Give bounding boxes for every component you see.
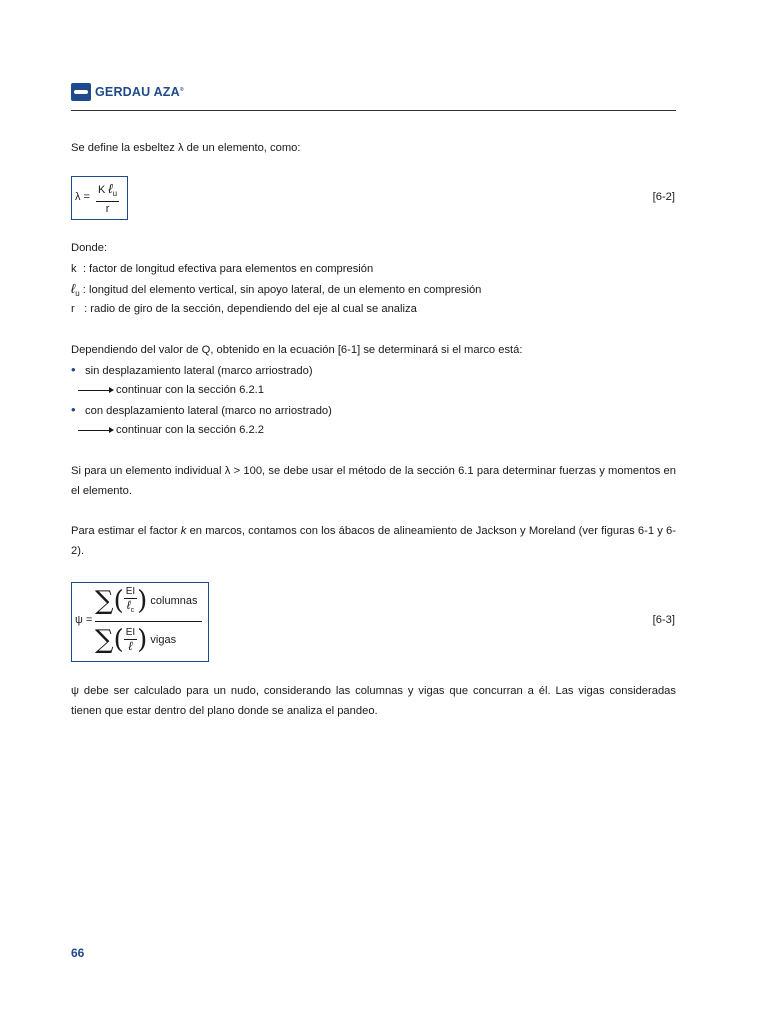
- where-title: Donde:: [71, 242, 108, 254]
- eq63-denominator: ∑( $\frac{EI}{\text{ℓ}}$ ) vigas: [95, 625, 177, 655]
- arrow-right-icon: [78, 390, 112, 391]
- q-intro: Dependiendo del valor de Q, obtenido en la ecuación [6-1] se determinará si el marco está:: [71, 344, 523, 356]
- where-item-lu: ℓ$_u$ : longitud del elemento vertical, sin apoyo lateral, de un elemento en compresión: [71, 281, 482, 299]
- arrow-right-icon: [78, 430, 112, 431]
- brand-name: GERDAU AZA®: [95, 85, 184, 99]
- equation-6-3: [71, 582, 209, 662]
- page-number: 66: [71, 946, 85, 960]
- intro-text: Se define la esbeltez λ de un elemento, como:: [71, 142, 301, 154]
- gerdau-logo: [71, 82, 184, 102]
- eq63-lhs: ψ =: [75, 614, 93, 626]
- eq62-numerator: K ℓ$_u$: [96, 181, 119, 202]
- eq62-lhs: λ =: [75, 191, 90, 203]
- eq63-columns-label: columnas: [150, 595, 198, 607]
- paragraph-factor: Para estimar el factor k en marcos, contamos con los ábacos de alineamiento de Jackson y Moreland (ver figuras 6-1 y 6-2).: [71, 525, 676, 557]
- eq63-main-fraction-bar: [95, 621, 202, 622]
- eq62-fraction: [96, 181, 119, 217]
- case-unbraced: • con desplazamiento lateral (marco no arriostrado): [71, 400, 332, 421]
- case-unbraced-goto: continuar con la sección 6.2.2: [71, 420, 264, 440]
- eq63-numerator: ∑( $\frac{EI}{\ell_c}$ ) columnas: [95, 586, 198, 616]
- eq63-label: [6-3]: [652, 614, 675, 626]
- bullet-icon: •: [71, 362, 76, 377]
- eq63-beams-label: vigas: [150, 634, 177, 646]
- equation-6-2: [71, 176, 128, 220]
- paragraph-individual: Si para un elemento individual λ > 100, se debe usar el método de la sección 6.1 para determinar fuerzas y momentos en el elemento.: [71, 465, 676, 497]
- where-item-r: r : radio de giro de la sección, dependiendo del eje al cual se analiza: [71, 303, 417, 315]
- case-braced: • sin desplazamiento lateral (marco arriostrado): [71, 360, 313, 381]
- gerdau-link-icon: [71, 83, 91, 101]
- where-item-k: k : factor de longitud efectiva para elementos en compresión: [71, 263, 374, 275]
- eq62-denominator: r: [105, 203, 110, 216]
- page-header: [71, 82, 676, 111]
- case-braced-goto: continuar con la sección 6.2.1: [71, 380, 264, 400]
- paragraph-psi: ψ debe ser calculado para un nudo, considerando las columnas y vigas que concurran a él. Las vigas consideradas tienen que estar dentro del plano donde se analiza el pandeo.: [71, 685, 676, 717]
- eq62-label: [6-2]: [652, 191, 675, 203]
- bullet-icon: •: [71, 402, 76, 417]
